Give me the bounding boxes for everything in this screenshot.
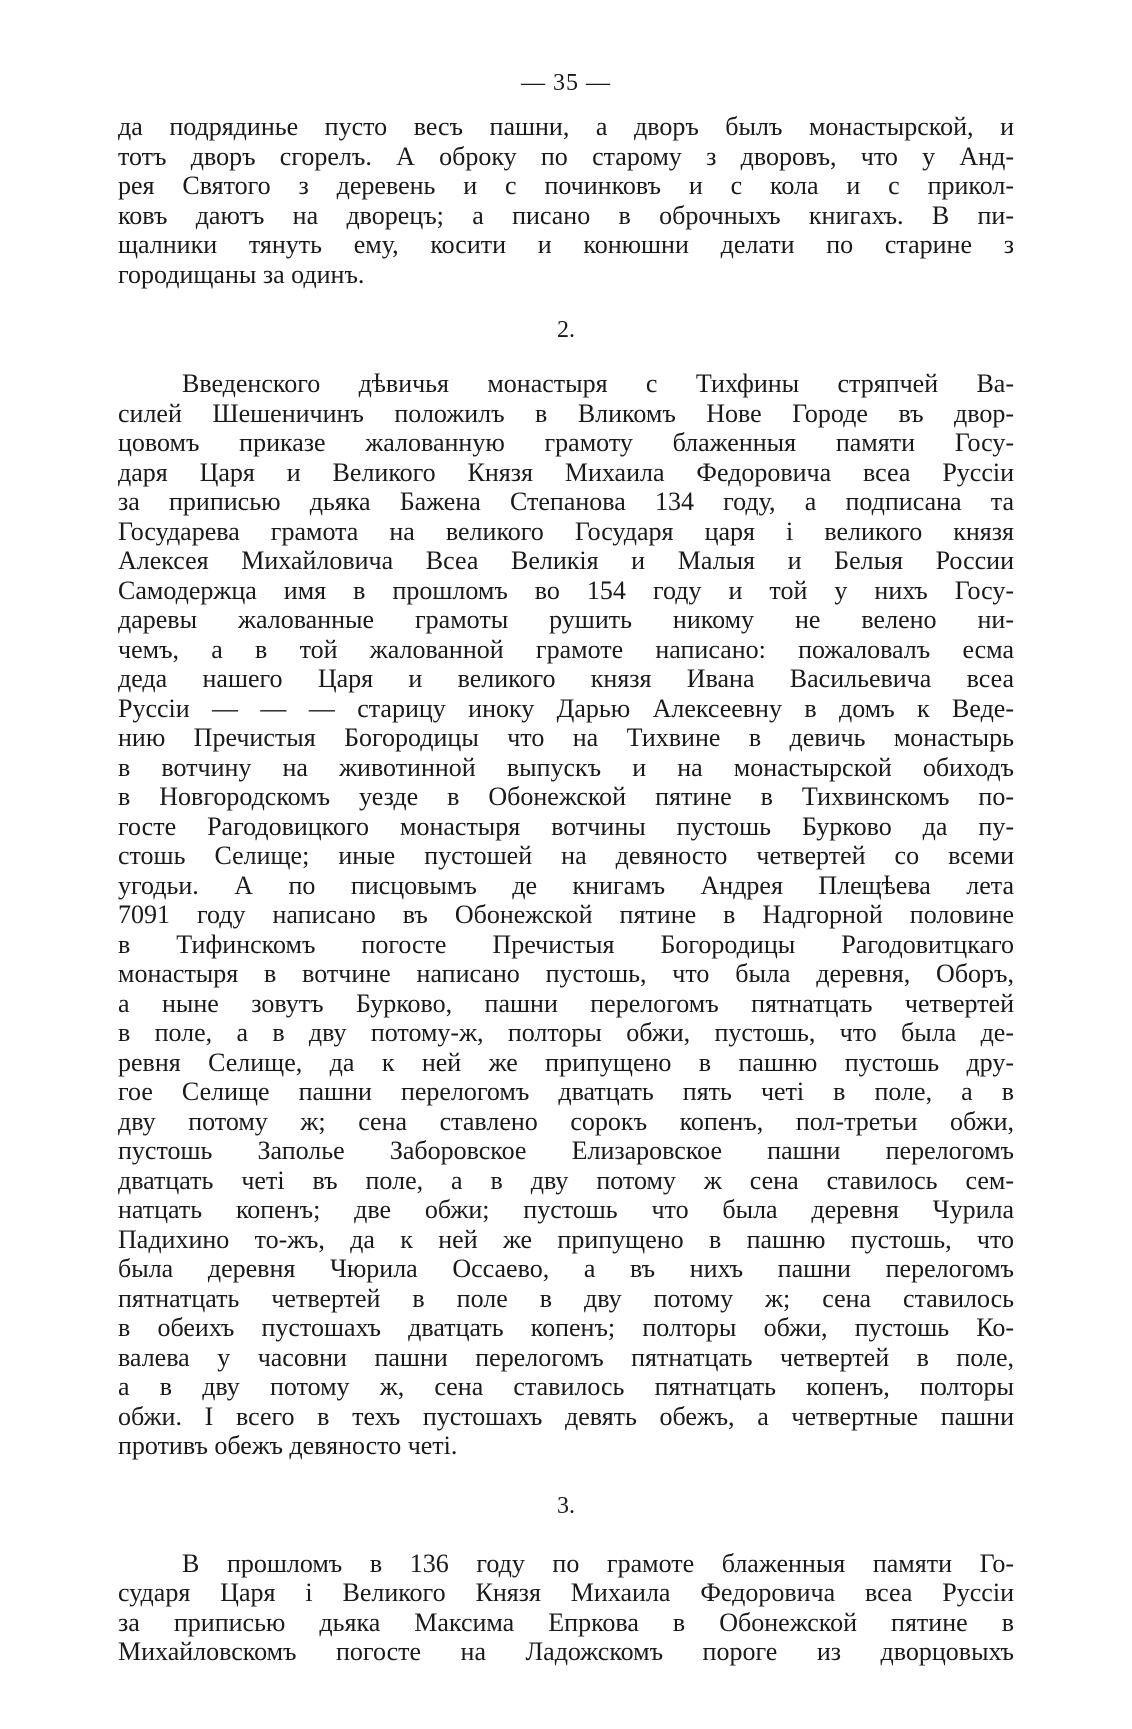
text-line: Падихино то-жъ, да к ней же припущено в пашню пустошь, что: [118, 1224, 1014, 1254]
section-number-3: 3.: [557, 1492, 575, 1519]
text-line: ковъ даютъ на дворецъ; а писано в оброчныхъ книгахъ. В пи-: [118, 200, 1014, 230]
text-line: угодьи. А по писцовымъ де книгамъ Андрея Плещѣева лета: [118, 870, 1014, 900]
text-line: ревня Селище, да к ней же припущено в пашню пустошь дру-: [118, 1047, 1014, 1077]
text-line: госте Рагодовицкого монастыря вотчины пустошь Бурково да пу-: [118, 811, 1014, 841]
text-line: в Тифинскомъ погосте Пречистыя Богородицы Рагодовитцкаго: [118, 929, 1014, 959]
text-line: а ныне зовутъ Бурково, пашни перелогомъ пятнатцать четвертей: [118, 988, 1014, 1018]
text-line: тотъ дворъ сгорелъ. А оброку по старому з дворовъ, что у Анд-: [118, 141, 1014, 171]
paragraph-block-2: [118, 369, 1014, 1461]
text-line: а в дву потому ж, сена ставилось пятнатцать копенъ, полторы: [118, 1372, 1014, 1401]
text-line: дватцать четі въ поле, а в дву потому ж сена ставилось сем-: [118, 1165, 1014, 1195]
text-line: щалники тянуть ему, косити и конюшни делати по старине з: [118, 230, 1014, 259]
text-line: даря Царя и Великого Князя Михаила Федоровича всеа Руссiи: [118, 457, 1014, 487]
text-line: пустошь Заполье Заборовское Елизаровское пашни перелогомъ: [118, 1136, 1014, 1165]
text-line: Алексея Михайловича Всеа Великiя и Малыя и Белыя России: [118, 546, 1014, 575]
text-line: да подрядинье пусто весъ пашни, а дворъ былъ монастырской, и: [118, 112, 1014, 141]
text-line: валева у часовни пашни перелогомъ пятнатцать четвертей в поле,: [118, 1342, 1014, 1372]
text-line: В прошломъ в 136 году по грамоте блаженныя памяти Го-: [182, 1548, 1014, 1578]
page-number: — 35 —: [521, 70, 611, 96]
text-line: была деревня Чюрила Оссаево, а въ нихъ пашни перелогомъ: [118, 1254, 1014, 1283]
text-line: дву потому ж; сена ставлено сорокъ копенъ, пол-третьи обжи,: [118, 1106, 1014, 1136]
paragraph-block-3: [118, 1549, 1014, 1667]
text-line: Введенского дѣвичья монастыря с Тихфины стряпчей Ва-: [182, 369, 1014, 398]
text-line: нию Пречистыя Богородицы что на Тихвине в девичь монастырь: [118, 723, 1014, 752]
text-line: натцать копенъ; две обжи; пустошь что была деревня Чурила: [118, 1195, 1014, 1224]
text-line: в Новгородскомъ уезде в Обонежской пятине в Тихвинскомъ по-: [118, 782, 1014, 811]
text-line: стошь Селище; иные пустошей на девяносто четвертей со всеми: [118, 841, 1014, 870]
text-line: Михайловскомъ погосте на Ладожскомъ пороге из дворцовыхъ: [118, 1637, 1014, 1666]
document-page: [118, 68, 1014, 1667]
text-line: в вотчину на животинной выпускъ и на монастырской обиходъ: [118, 752, 1014, 782]
text-line: в обеихъ пустошахъ дватцать копенъ; полторы обжи, пустошь Ко-: [118, 1313, 1014, 1342]
text-line: за приписью дьяка Максима Епркова в Обонежской пятине в: [118, 1607, 1014, 1637]
text-line: в поле, а в дву потому-ж, полторы обжи, пустошь, что была де-: [118, 1018, 1014, 1047]
text-line: за приписью дьяка Бажена Степанова 134 году, а подписана та: [118, 487, 1014, 516]
text-line: Государева грамота на великого Государя царя і великого князя: [118, 516, 1014, 546]
text-line: цовомъ приказе жалованную грамоту блаженныя памяти Госу-: [118, 428, 1014, 457]
text-line: городищаны за одинъ.: [118, 259, 365, 289]
text-line: Руссiи — — — старицу иноку Дарью Алексеевну в домъ к Веде-: [118, 693, 1014, 723]
text-line: монастыря в вотчине написано пустошь, что была деревня, Оборъ,: [118, 959, 1014, 988]
text-line: обжи. І всего в техъ пустошахъ девять обежъ, а четвертные пашни: [118, 1401, 1014, 1431]
text-line: силей Шешеничинъ положилъ в Вликомъ Нове Городе въ двор-: [118, 398, 1014, 428]
text-line: 7091 году написано въ Обонежской пятине в Надгорной половине: [118, 900, 1014, 929]
text-line: противъ обежъ девяносто четі.: [118, 1431, 458, 1460]
text-line: сударя Царя і Великого Князя Михаила Федоровича всеа Руссiи: [118, 1578, 1014, 1607]
text-line: деда нашего Царя и великого князя Ивана Васильевича всеа: [118, 664, 1014, 693]
section-number-2: 2.: [557, 317, 575, 343]
text-line: чемъ, а в той жалованной грамоте написано: пожаловалъ есма: [118, 634, 1014, 664]
text-line: даревы жалованные грамоты рушить никому не велено ни-: [118, 605, 1014, 634]
text-line: гое Селище пашни перелогомъ дватцать пять четі в поле, а в: [118, 1077, 1014, 1106]
paragraph-block-1: [118, 112, 1014, 289]
text-line: пятнатцать четвертей в поле в дву потому ж; сена ставилось: [118, 1283, 1014, 1313]
text-line: рея Святого з деревень и с починковъ и с кола и с прикол-: [118, 171, 1014, 200]
text-line: Самодержца имя в прошломъ во 154 году и той у нихъ Госу-: [118, 575, 1014, 605]
